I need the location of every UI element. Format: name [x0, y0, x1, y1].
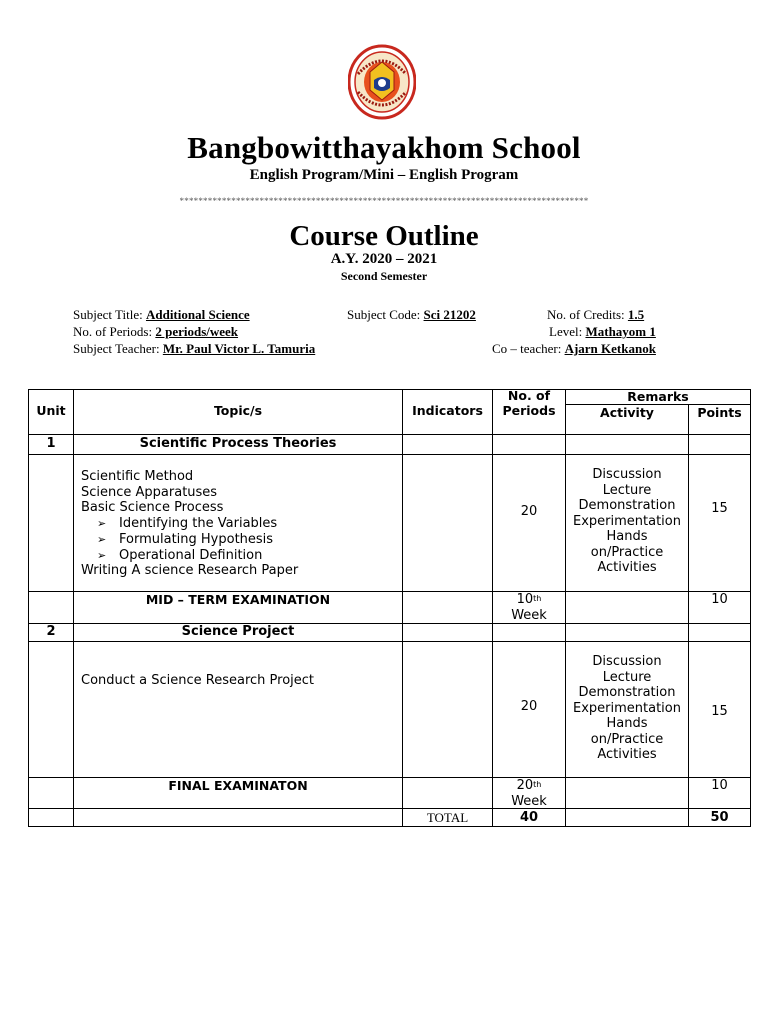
coteacher-value: Ajarn Ketkanok	[564, 341, 656, 356]
activity-item: Demonstration	[578, 498, 676, 513]
activity-item: Activities	[597, 560, 657, 575]
activity-item: Discussion	[592, 654, 662, 669]
unit1-topic-list	[81, 469, 401, 579]
activity-item: Lecture	[602, 482, 652, 498]
total-label: TOTAL	[426, 810, 469, 825]
teacher-label: Subject Teacher:	[73, 341, 160, 356]
co-teacher	[492, 341, 656, 357]
arrow-bullet-icon: ➢	[97, 532, 107, 546]
activity-item: on/Practice	[590, 731, 664, 747]
unit1-topic: Scientific Method	[81, 469, 194, 484]
unit2-points: 15	[711, 704, 728, 719]
unit1-subtopic: Formulating Hypothesis	[119, 531, 274, 547]
subject-code-value: Sci 21202	[423, 307, 476, 322]
unit1-points: 15	[711, 501, 728, 516]
teacher-value: Mr. Paul Victor L. Tamuria	[162, 341, 316, 356]
subject-title	[73, 307, 250, 323]
subject-code-label: Subject Code:	[347, 307, 421, 322]
periods-label: No. of Periods:	[73, 324, 153, 339]
unit2-topic: Conduct a Science Research Project	[81, 673, 315, 688]
unit1-periods: 20	[520, 504, 538, 519]
unit1-title: Scientific Process Theories	[139, 436, 337, 451]
final-label: FINAL EXAMINATON	[168, 778, 308, 793]
header-unit: Unit	[36, 403, 66, 418]
activity-item: Activities	[597, 747, 657, 762]
document-title: Course Outline	[289, 220, 479, 252]
final-week-number: 20	[516, 778, 534, 793]
arrow-bullet-icon: ➢	[97, 517, 107, 531]
credits	[547, 307, 644, 323]
unit1-topic: Science Apparatuses	[81, 484, 218, 500]
midterm-week	[493, 592, 565, 623]
level-label: Level:	[549, 324, 583, 339]
unit1-topic: Writing A science Research Paper	[81, 563, 299, 579]
level	[549, 324, 656, 340]
unit1-activities	[566, 467, 688, 576]
header-periods-line1: No. of	[507, 388, 551, 403]
unit1-subtopic: Operational Definition	[119, 547, 263, 563]
coteacher-label: Co – teacher:	[492, 341, 562, 356]
activity-item: Hands	[606, 529, 648, 544]
unit1-topic: Basic Science Process	[81, 500, 224, 516]
academic-year: A.Y. 2020 – 2021	[330, 251, 438, 267]
subject-teacher	[73, 341, 315, 357]
midterm-week-suffix: th	[533, 594, 542, 603]
subject-title-value: Additional Science	[145, 307, 250, 322]
header-periods-line2: Periods	[502, 403, 556, 418]
final-week	[493, 778, 565, 809]
header-remarks: Remarks	[627, 389, 689, 404]
activity-item: Experimentation	[573, 700, 681, 716]
header-points: Points	[697, 405, 742, 420]
school-name: Bangbowitthayakhom School	[187, 130, 581, 165]
header-topic: Topic/s	[213, 403, 263, 418]
final-week-word: Week	[511, 793, 547, 809]
unit2-title: Science Project	[181, 624, 295, 639]
midterm-points: 10	[711, 592, 728, 607]
subject-code	[347, 307, 476, 323]
midterm-week-word: Week	[511, 607, 547, 623]
program-name: English Program/Mini – English Program	[249, 167, 519, 183]
midterm-week-number: 10	[516, 592, 534, 607]
unit1-number: 1	[46, 436, 56, 451]
separator-line: ***************************************************************************************	[179, 196, 589, 206]
final-week-suffix: th	[533, 780, 542, 789]
activity-item: Demonstration	[578, 685, 676, 700]
activity-item: Lecture	[602, 669, 652, 685]
periods	[73, 324, 238, 340]
activity-item: Discussion	[592, 467, 662, 482]
unit2-number: 2	[46, 624, 56, 639]
header-indicators: Indicators	[412, 403, 483, 418]
credits-value: 1.5	[627, 307, 645, 322]
school-logo	[348, 44, 416, 120]
final-points: 10	[711, 778, 728, 793]
credits-label: No. of Credits:	[547, 307, 625, 322]
unit1-subtopic: Identifying the Variables	[119, 516, 278, 532]
activity-item: Experimentation	[573, 513, 681, 529]
midterm-label: MID – TERM EXAMINATION	[145, 592, 331, 607]
level-value: Mathayom 1	[585, 324, 656, 339]
semester: Second Semester	[340, 269, 428, 283]
activity-item: on/Practice	[590, 544, 664, 560]
arrow-bullet-icon: ➢	[97, 548, 107, 562]
unit2-periods: 20	[520, 699, 538, 714]
activity-item: Hands	[606, 716, 648, 731]
total-periods: 40	[519, 810, 539, 825]
subject-title-label: Subject Title:	[73, 307, 143, 322]
periods-value: 2 periods/week	[155, 324, 239, 339]
total-points: 50	[710, 810, 729, 825]
unit2-activities	[566, 654, 688, 763]
header-activity: Activity	[600, 405, 654, 420]
